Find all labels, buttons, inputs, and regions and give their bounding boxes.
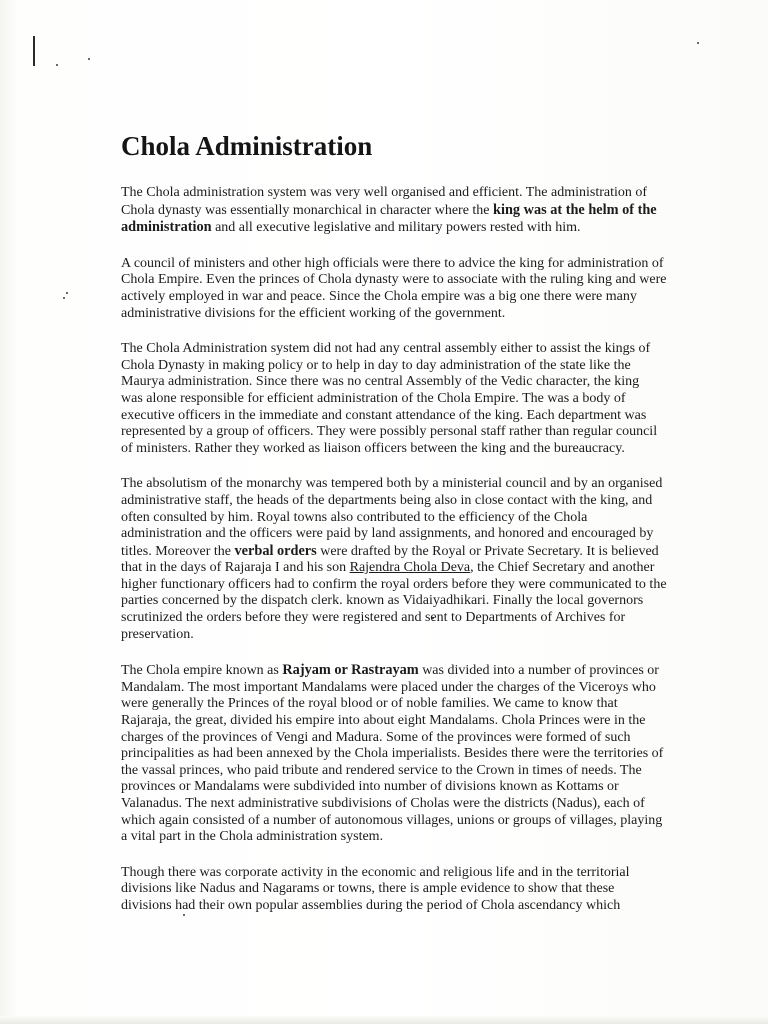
text-run: Rajaraja, the great, divided his empire into about eight Mandalams. Chola Princes were in the: [121, 713, 646, 729]
text-run: the vassal princes, who paid tribute and rendered service to the Crown in times of needs. The: [121, 762, 642, 778]
scan-speck: [56, 64, 58, 66]
scan-mark: [33, 36, 35, 66]
scan-speck: [697, 42, 699, 44]
text-run: A council of ministers and other high officials were there to advice the king for administration of: [121, 255, 664, 271]
text-run: administrative staff, the heads of the departments being also in close contact with the king, and: [121, 492, 653, 508]
text-line: [121, 610, 701, 627]
paragraph: [121, 476, 701, 643]
bold-phrase: administration: [121, 219, 212, 236]
text-line: [121, 593, 701, 610]
text-line: [121, 543, 701, 561]
text-run: executive officers in the immediate and constant attendance of the king. Each department was: [121, 407, 647, 423]
text-line: [121, 424, 701, 441]
text-line: [121, 898, 701, 915]
text-run: of ministers. Rather they worked as liaison officers between the king and the bureaucracy.: [121, 440, 625, 456]
text-run: Though there was corporate activity in the economic and religious life and in the territorial: [121, 864, 630, 880]
text-run: were generally the Princes of the royal blood or of noble families. We came to know that: [121, 696, 618, 712]
text-run: The Chola Administration system did not had any central assembly either to assist the kings of: [121, 341, 651, 357]
bold-phrase: verbal orders: [234, 542, 317, 559]
text-run: charges of the provinces of Vengi and Madura. Some of the provinces were formed of such: [121, 729, 631, 745]
text-run: parties concerned by the dispatch clerk. known as Vidaiyadhikari. Finally the local governors: [121, 593, 644, 609]
text-line: [121, 881, 701, 898]
text-line: [121, 627, 701, 644]
text-line: [121, 408, 701, 425]
text-run: scrutinized the orders before they were registered and sent to Departments of Archives for: [121, 610, 626, 626]
text-run: which again consisted of a number of autonomous villages, unions or groups of villages, playing: [121, 812, 663, 828]
scan-speck: [88, 58, 90, 60]
text-run: Chola dynasty was essentially monarchical in character where the: [121, 202, 494, 218]
text-run: Chola Dynasty in making policy or to help in day to day administration of the state like the: [121, 357, 631, 373]
text-line: [121, 510, 701, 527]
text-run: Maurya administration. Since there was no central Assembly of the Vedic character, the king: [121, 374, 640, 390]
text-run: divisions had their own popular assemblies during the period of Chola ascendancy which: [121, 897, 621, 913]
text-line: [121, 730, 701, 747]
paragraph: [121, 341, 701, 457]
text-run: divisions like Nadus and Nagarams or towns, there is ample evidence to show that these: [121, 881, 615, 897]
bold-phrase: king was at the helm of the: [493, 201, 657, 218]
text-run: represented by a group of officers. They were possibly personal staff rather than regular council: [121, 424, 658, 440]
text-run: that in the days of Rajaraja I and his son: [121, 560, 350, 576]
text-line: [121, 256, 701, 273]
text-line: [121, 577, 701, 594]
text-run: Chola Empire. Even the princes of Chola dynasty were to associate with the ruling king and were: [121, 272, 667, 288]
text-line: [121, 763, 701, 780]
paragraph: [121, 256, 701, 322]
text-run: The absolutism of the monarchy was tempered both by a ministerial council and by an organised: [121, 476, 663, 492]
text-run: administrative divisions for the efficient working of the government.: [121, 305, 506, 321]
paragraph: [121, 185, 701, 237]
underlined-phrase: Rajendra Chola Deva: [349, 560, 471, 576]
text-line: [121, 813, 701, 830]
text-run: often consulted by him. Royal towns also contributed to the efficiency of the Chola: [121, 509, 588, 525]
text-line: [121, 493, 701, 510]
text-run: The Chola empire known as: [121, 663, 283, 679]
text-run: provinces or Mandalams were subdivided into number of divisions known as Kottams or: [121, 779, 619, 795]
text-line: [121, 526, 701, 543]
text-line: [121, 185, 701, 202]
text-line: [121, 341, 701, 358]
scan-speck: [66, 292, 68, 294]
text-line: [121, 662, 701, 680]
text-line: [121, 441, 701, 458]
text-line: [121, 696, 701, 713]
text-run: was alone responsible for efficient administration of the Chola Empire. The was a body of: [121, 390, 626, 406]
paragraph: [121, 865, 701, 915]
text-line: [121, 476, 701, 493]
document-body: [121, 128, 701, 934]
text-line: [121, 796, 701, 813]
text-run: and all executive legislative and military powers rested with him.: [211, 220, 581, 236]
text-line: [121, 680, 701, 697]
text-run: titles. Moreover the: [121, 543, 235, 559]
paragraph: [121, 662, 701, 846]
text-run: preservation.: [121, 626, 194, 642]
text-run: was divided into a number of provinces or: [418, 663, 659, 679]
text-run: Valanadus. The next administrative subdivisions of Cholas were the districts (Nadus), each of: [121, 796, 645, 811]
text-run: , the Chief Secretary and another: [470, 560, 655, 576]
text-line: [121, 746, 701, 763]
text-run: higher functionary officers had to confirm the royal orders before they were communicated to the: [121, 576, 667, 592]
document-title: Chola Administration: [121, 131, 373, 161]
text-line: [121, 306, 701, 323]
text-run: principalities as had been annexed by the Chola imperialists. Besides there were the territories of: [121, 746, 664, 762]
text-line: [121, 272, 701, 289]
text-line: [121, 289, 701, 306]
text-line: [121, 358, 701, 375]
page-bottom-edge: [0, 1016, 768, 1024]
bold-phrase: Rajyam or Rastrayam: [282, 662, 419, 679]
text-line: [121, 219, 701, 237]
text-line: [121, 202, 701, 220]
text-run: administration and the officers were paid by land assignments, and honored and encouraged by: [121, 526, 654, 542]
text-line: [121, 865, 701, 882]
text-run: actively employed in war and peace. Since the Chola empire was a big one there were many: [121, 288, 637, 304]
text-line: [121, 374, 701, 391]
text-line: [121, 560, 701, 577]
text-line: [121, 829, 701, 846]
text-run: Mandalam. The most important Mandalams were placed under the charges of the Viceroys who: [121, 679, 656, 695]
text-line: [121, 713, 701, 730]
paragraphs: [121, 185, 701, 915]
text-line: [121, 391, 701, 408]
text-run: a vital part in the Chola administration system.: [121, 829, 384, 845]
text-run: were drafted by the Royal or Private Secretary. It is believed: [316, 543, 659, 559]
text-line: [121, 779, 701, 796]
text-run: The Chola administration system was very well organised and efficient. The administration of: [121, 185, 648, 200]
scan-speck: [63, 297, 65, 299]
